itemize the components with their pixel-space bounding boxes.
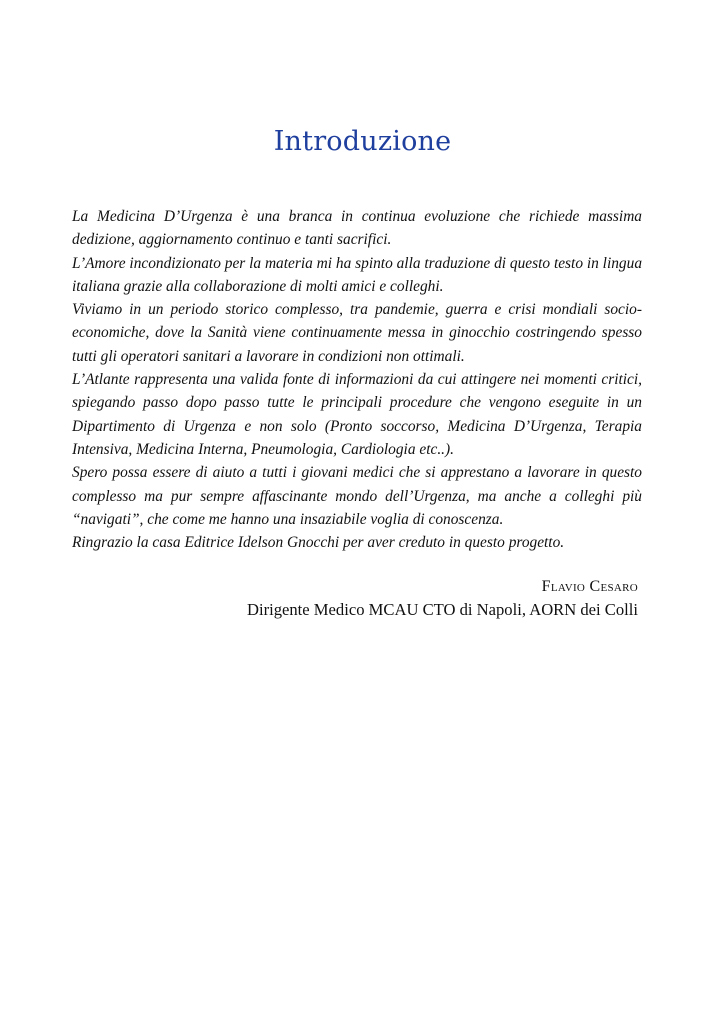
introduction-body (72, 205, 642, 554)
paragraph: L’Atlante rappresenta una valida fonte di informazioni da cui attingere nei momenti critici, spiegando passo dopo passo tutte le principali procedure che vengono eseguite in un Dipartimento di Urgenza e non solo (Pronto soccorso, Medicina D’Urgenza, Terapia Intensiva, Medicina Interna, Pneumologia, Cardiologia etc..). (72, 371, 642, 458)
paragraph: Viviamo in un periodo storico complesso, tra pandemie, guerra e crisi mondiali socio-economiche, dove la Sanità viene continuamente messa in ginocchio costringendo spesso tutti gli operatori sanitari a lavorare in condizioni non ottimali. (72, 301, 642, 365)
paragraph: Ringrazio la casa Editrice Idelson Gnocchi per aver creduto in questo progetto. (72, 534, 565, 552)
paragraph: Spero possa essere di aiuto a tutti i giovani medici che si apprestano a lavorare in questo complesso ma pur sempre affascinante mondo dell’Urgenza, ma anche a colleghi più “navigati”, che come me hanno una insaziabile voglia di conoscenza. (72, 464, 642, 528)
signature-role: Dirigente Medico MCAU CTO di Napoli, AORN dei Colli (246, 600, 638, 619)
page-title: Introduzione (273, 126, 452, 157)
paragraph: La Medicina D’Urgenza è una branca in continua evoluzione che richiede massima dedizione, aggiornamento continuo e tanti sacrifici. (72, 208, 642, 249)
paragraph: L’Amore incondizionato per la materia mi ha spinto alla traduzione di questo testo in lingua italiana grazie alla collaborazione di molti amici e colleghi. (72, 254, 643, 295)
signature-name: Flavio Cesaro (541, 578, 638, 595)
